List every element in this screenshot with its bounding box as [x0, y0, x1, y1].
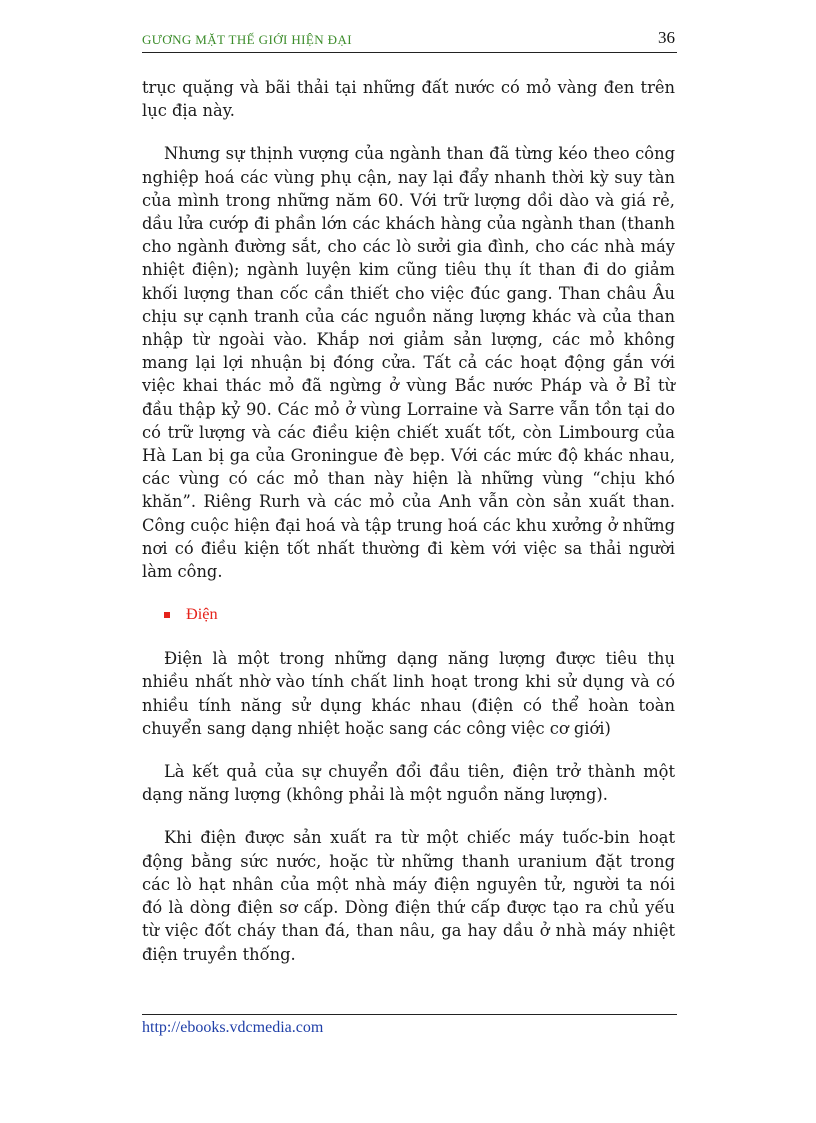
section-heading-electricity — [142, 603, 675, 627]
running-header — [142, 28, 677, 53]
footer-divider — [142, 1014, 677, 1015]
footer-url-link[interactable]: http://ebooks.vdcmedia.com — [142, 1019, 324, 1036]
paragraph-continuation: trục quặng và bãi thải tại những đất nước có mỏ vàng đen trên lục địa này. — [142, 78, 675, 121]
paragraph-coal-industry: Nhưng sự thịnh vượng của ngành than đã từng kéo theo công nghiệp hoá các vùng phụ cận, nay lại đẩy nhanh thời kỳ suy tàn của mình trong những năm 60. Với trữ lượng dồi dào và giá rẻ, dầu lửa cướp đi phần lớn các khách hàng của ngành than (thanh cho ngành đường sắt, cho các lò sưởi gia đình, cho các nhà máy nhiệt điện); ngành luyện kim cũng tiêu thụ ít than đi do giảm khối lượng than cốc cần thiết cho việc đúc gang. Than châu Âu chịu sự cạnh tranh của các nguồn năng lượng khác và của than nhập từ ngoài vào. Khắp nơi giảm sản lượng, các mỏ không mang lại lợi nhuận bị đóng cửa. Tất cả các hoạt động gắn với việc khai thác mỏ đã ngừng ở vùng Bắc nước Pháp và ở Bỉ từ đầu thập kỷ 90. Các mỏ ở vùng Lorraine và Sarre vẫn tồn tại do có trữ lượng và các điều kiện chiết xuất tốt, còn Limbourg của Hà Lan bị ga của Groningue đè bẹp. Với các mức độ khác nhau, các vùng có các mỏ than này hiện là những vùng “chịu khó khăn”. Riêng Rurh và các mỏ của Anh vẫn còn sản xuất than. Công cuộc hiện đại hoá và tập trung hoá các khu xưởng ở những nơi có điều kiện tốt nhất thường đi kèm với việc sa thải người làm công. — [142, 144, 675, 582]
page-number: 36 — [658, 28, 675, 47]
header-title: GƯƠNG MẶT THẾ GIỚI HIỆN ĐẠI — [142, 32, 352, 47]
square-bullet-icon — [164, 612, 170, 618]
page-body — [142, 76, 675, 966]
paragraph-electricity-production: Khi điện được sản xuất ra từ một chiếc máy tuốc-bin hoạt động bằng sức nước, hoặc từ những thanh uranium đặt trong các lò hạt nhân của một nhà máy điện nguyên tử, người ta nói đó là dòng điện sơ cấp. Dòng điện thứ cấp được tạo ra chủ yếu từ việc đốt cháy than đá, than nâu, ga hay dầu ở nhà máy nhiệt điện truyền thống. — [142, 828, 675, 964]
paragraph-electricity-intro: Điện là một trong những dạng năng lượng được tiêu thụ nhiều nhất nhờ vào tính chất linh hoạt trong khi sử dụng và có nhiều tính năng sử dụng khác nhau (điện có thể hoàn toàn chuyển sang dạng nhiệt hoặc sang các công việc cơ giới) — [142, 649, 675, 738]
paragraph-electricity-form: Là kết quả của sự chuyển đổi đầu tiên, điện trở thành một dạng năng lượng (không phải là một nguồn năng lượng). — [142, 762, 675, 805]
section-heading-text: Điện — [186, 604, 218, 624]
